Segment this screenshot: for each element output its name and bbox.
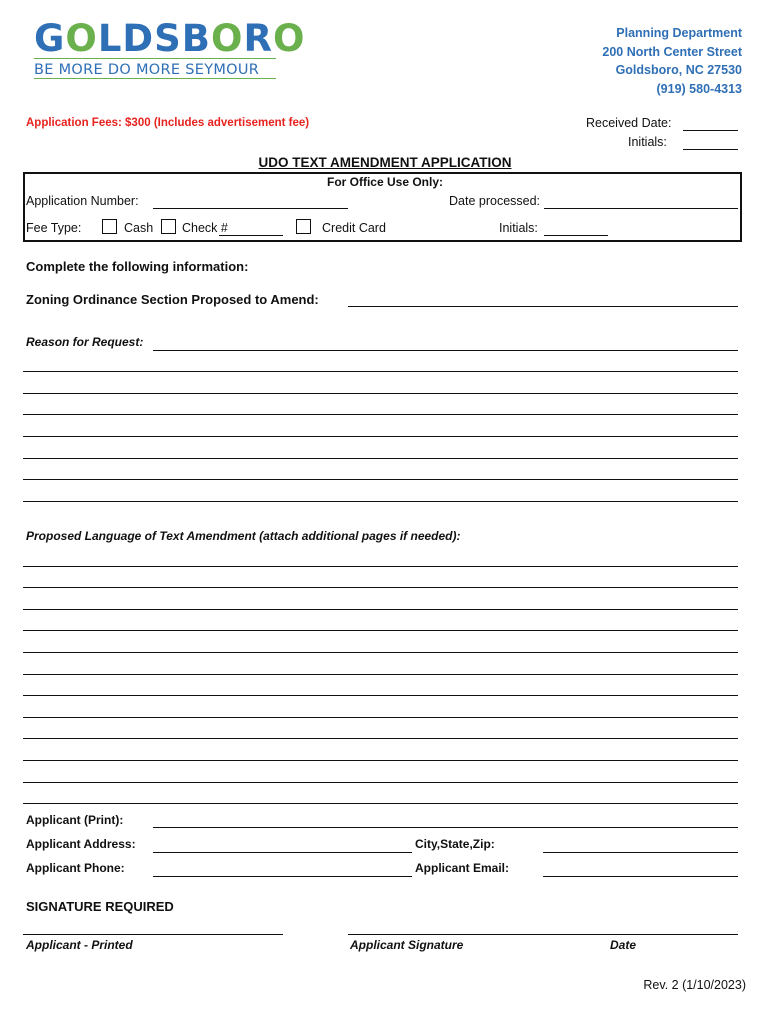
signature-heading: SIGNATURE REQUIRED <box>26 899 174 914</box>
logo-underline <box>34 78 276 79</box>
logo-divider <box>34 58 276 59</box>
goldsboro-logo: GOLDSBORO <box>34 17 306 60</box>
reason-label: Reason for Request: <box>26 335 144 349</box>
date-processed-label: Date processed: <box>449 194 541 208</box>
application-number-label: Application Number: <box>26 194 139 208</box>
applicant-phone-field[interactable] <box>153 876 412 877</box>
applicant-email-field[interactable] <box>543 876 738 877</box>
application-fees: Application Fees: $300 (Includes advertisement fee) <box>26 117 310 129</box>
fee-type-label: Fee Type: <box>26 221 82 235</box>
application-number-field[interactable] <box>153 208 348 209</box>
proposed-language-line[interactable] <box>23 674 738 675</box>
proposed-language-line[interactable] <box>23 587 738 588</box>
reason-line[interactable] <box>23 393 738 394</box>
date-processed-field[interactable] <box>544 208 738 209</box>
date-label: Date <box>610 938 637 952</box>
reason-line[interactable] <box>23 414 738 415</box>
address-line: (919) 580-4313 <box>656 81 742 96</box>
proposed-language-label: Proposed Language of Text Amendment (attach additional pages if needed): <box>26 529 461 543</box>
address-line: 200 North Center Street <box>602 44 742 59</box>
city-state-zip-label: City,State,Zip: <box>415 837 495 851</box>
office-initials-label: Initials: <box>499 221 538 235</box>
proposed-language-line[interactable] <box>23 566 738 567</box>
reason-line[interactable] <box>153 350 738 351</box>
proposed-language-line[interactable] <box>23 738 738 739</box>
zoning-section-field[interactable] <box>348 306 738 307</box>
credit-card-label: Credit Card <box>322 221 386 235</box>
check-label: Check # <box>182 221 228 235</box>
applicant-address-label: Applicant Address: <box>26 837 136 851</box>
reason-line[interactable] <box>23 479 738 480</box>
logo-tagline: BE MORE DO MORE SEYMOUR <box>34 62 260 78</box>
address-line: Goldsboro, NC 27530 <box>615 63 742 77</box>
credit-card-checkbox[interactable] <box>296 219 311 234</box>
received-initials-field[interactable] <box>683 149 738 150</box>
proposed-language-line[interactable] <box>23 652 738 653</box>
department-address <box>602 24 742 98</box>
office-initials-field[interactable] <box>544 235 608 236</box>
office-use-title: For Office Use Only: <box>326 175 444 189</box>
applicant-printed-field[interactable] <box>23 934 283 935</box>
reason-line[interactable] <box>23 458 738 459</box>
proposed-language-line[interactable] <box>23 630 738 631</box>
complete-info-heading: Complete the following information: <box>26 259 249 274</box>
proposed-language-line[interactable] <box>23 803 738 804</box>
applicant-phone-label: Applicant Phone: <box>26 861 125 875</box>
proposed-language-line[interactable] <box>23 782 738 783</box>
reason-line[interactable] <box>23 436 738 437</box>
form-title: UDO TEXT AMENDMENT APPLICATION <box>258 155 512 170</box>
reason-line[interactable] <box>23 371 738 372</box>
received-date-label: Received Date: <box>586 116 672 130</box>
cash-label: Cash <box>124 221 154 235</box>
received-date-field[interactable] <box>683 130 738 131</box>
applicant-email-label: Applicant Email: <box>415 861 510 875</box>
proposed-language-line[interactable] <box>23 609 738 610</box>
address-line: Planning Department <box>616 26 742 40</box>
reason-line[interactable] <box>23 501 738 502</box>
proposed-language-line[interactable] <box>23 760 738 761</box>
cash-checkbox[interactable] <box>102 219 117 234</box>
applicant-address-field[interactable] <box>153 852 412 853</box>
applicant-signature-field[interactable] <box>348 934 738 935</box>
check-checkbox[interactable] <box>161 219 176 234</box>
applicant-print-label: Applicant (Print): <box>26 813 124 827</box>
zoning-section-label: Zoning Ordinance Section Proposed to Amend: <box>26 292 319 307</box>
applicant-signature-label: Applicant Signature <box>350 938 464 952</box>
received-initials-label: Initials: <box>628 135 667 149</box>
city-state-zip-field[interactable] <box>543 852 738 853</box>
revision-label: Rev. 2 (1/10/2023) <box>643 978 746 992</box>
applicant-print-field[interactable] <box>153 827 738 828</box>
proposed-language-line[interactable] <box>23 695 738 696</box>
applicant-printed-label: Applicant - Printed <box>26 938 133 952</box>
check-number-field[interactable] <box>219 235 283 236</box>
proposed-language-line[interactable] <box>23 717 738 718</box>
